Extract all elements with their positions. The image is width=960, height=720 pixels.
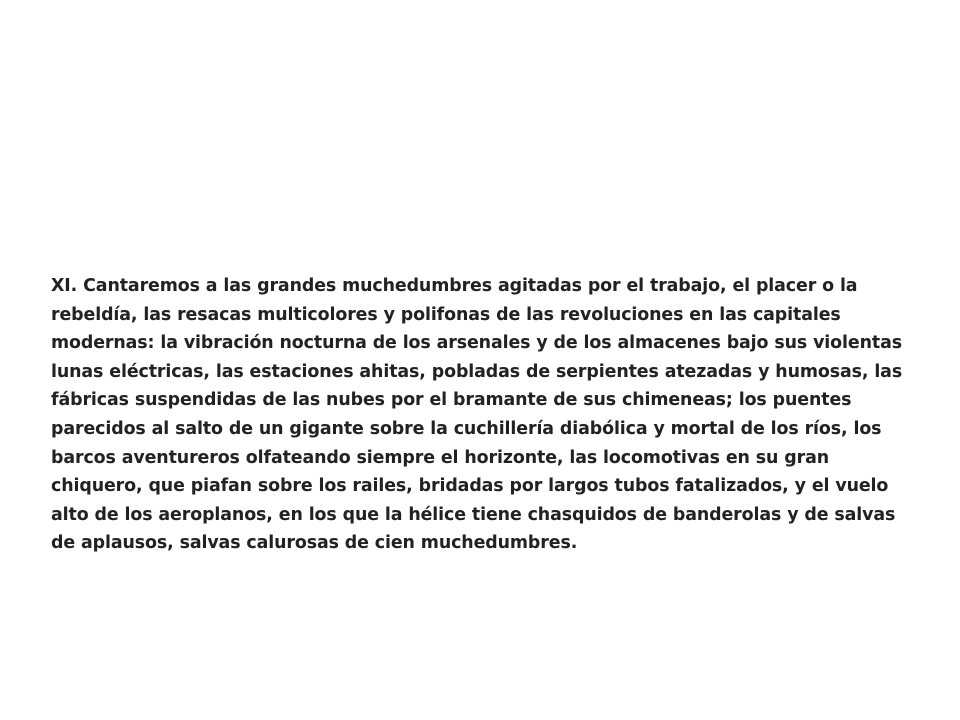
manifesto-paragraph: [51, 272, 916, 558]
paragraph-line: modernas: la vibración nocturna de los arsenales y de los almacenes bajo sus violentas: [51, 333, 902, 354]
paragraph-line: barcos aventureros olfateando siempre el horizonte, las locomotivas en su gran: [51, 447, 829, 468]
paragraph-line: alto de los aeroplanos, en los que la hélice tiene chasquidos de banderolas y de salvas: [51, 504, 896, 525]
paragraph-line: XI. Cantaremos a las grandes muchedumbres agitadas por el trabajo, el placer o la: [51, 276, 858, 296]
paragraph-line: chiquero, que piafan sobre los railes, bridadas por largos tubos fatalizados, y el vuelo: [51, 476, 889, 497]
paragraph-line: fábricas suspendidas de las nubes por el bramante de sus chimeneas; los puentes: [51, 390, 852, 411]
paragraph-line: rebeldía, las resacas multicolores y polifonas de las revoluciones en las capitales: [51, 304, 841, 325]
paragraph-line: parecidos al salto de un gigante sobre la cuchillería diabólica y mortal de los ríos, los: [51, 418, 882, 439]
paragraph-line: de aplausos, salvas calurosas de cien muchedumbres.: [51, 533, 578, 554]
paragraph-line: lunas eléctricas, las estaciones ahitas, pobladas de serpientes atezadas y humosas, las: [51, 361, 903, 382]
